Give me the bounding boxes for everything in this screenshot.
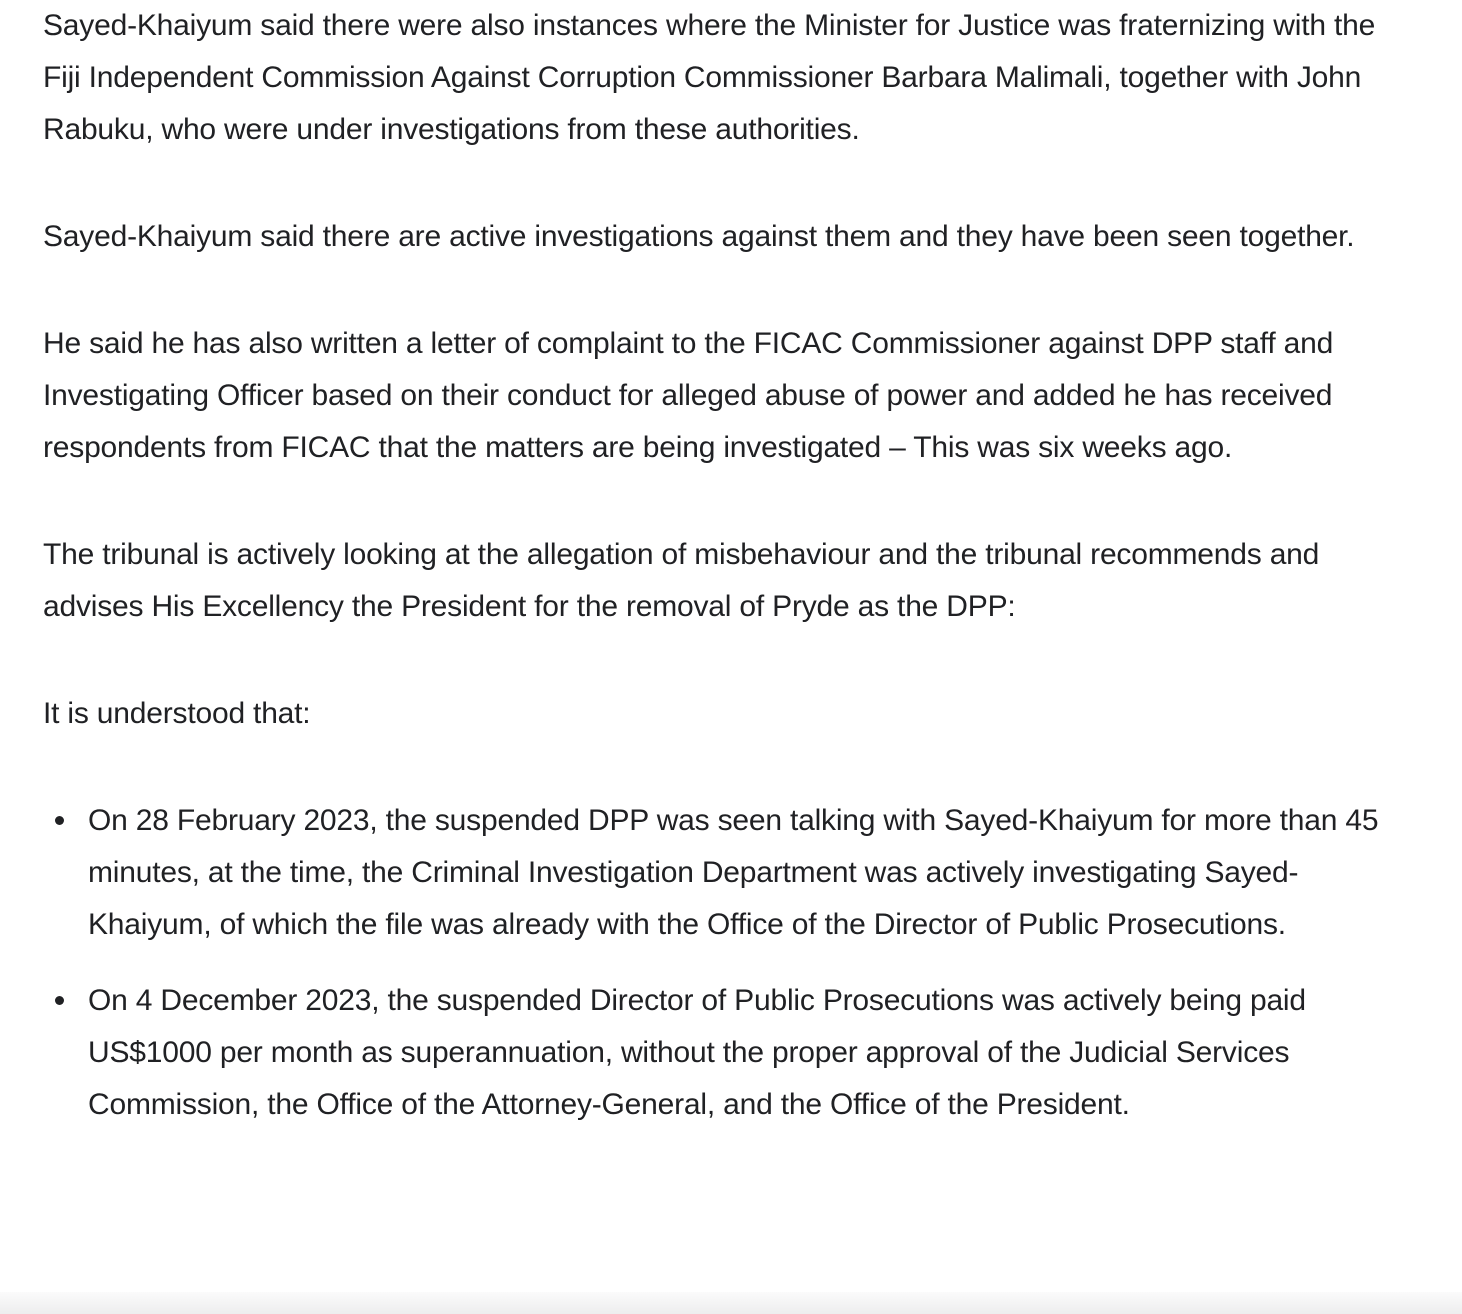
bullet-dot-icon [55, 996, 64, 1005]
list-item [43, 795, 1418, 951]
paragraph-fraternizing: Sayed-Khaiyum said there were also instances where the Minister for Justice was fraternizing with the Fiji Independent Commission Against Corruption Commissioner Barbara Malimali, together with John Rabuku, who were under investigations from these authorities. [43, 9, 1376, 146]
paragraph-tribunal-recommendation: The tribunal is actively looking at the allegation of misbehaviour and the tribunal recommends and advises His Excellency the President for the removal of Pryde as the DPP: [43, 538, 1320, 623]
list-item-text: On 28 February 2023, the suspended DPP was seen talking with Sayed-Khaiyum for more than 45 minutes, at the time, the Criminal Investigation Department was actively investigating Sayed-Khaiyum, of which the file was already with the Office of the Director of Public Prosecutions. [88, 804, 1379, 941]
page-bottom-gradient [0, 1292, 1462, 1314]
paragraph-it-is-understood: It is understood that: [43, 697, 311, 730]
list-item [43, 975, 1418, 1131]
list-item-text: On 4 December 2023, the suspended Director of Public Prosecutions was actively being paid US$1000 per month as superannuation, without the proper approval of the Judicial Services Commission, the Office of the Attorney-General, and the Office of the President. [88, 984, 1306, 1121]
bullet-dot-icon [55, 816, 64, 825]
paragraph-active-investigations: Sayed-Khaiyum said there are active investigations against them and they have been seen together. [43, 220, 1355, 253]
bullet-list [43, 795, 1418, 1131]
paragraph-letter-of-complaint: He said he has also written a letter of complaint to the FICAC Commissioner against DPP staff and Investigating Officer based on their conduct for alleged abuse of power and added he has received respondents from FICAC that the matters are being investigated – This was six weeks ago. [43, 327, 1334, 464]
